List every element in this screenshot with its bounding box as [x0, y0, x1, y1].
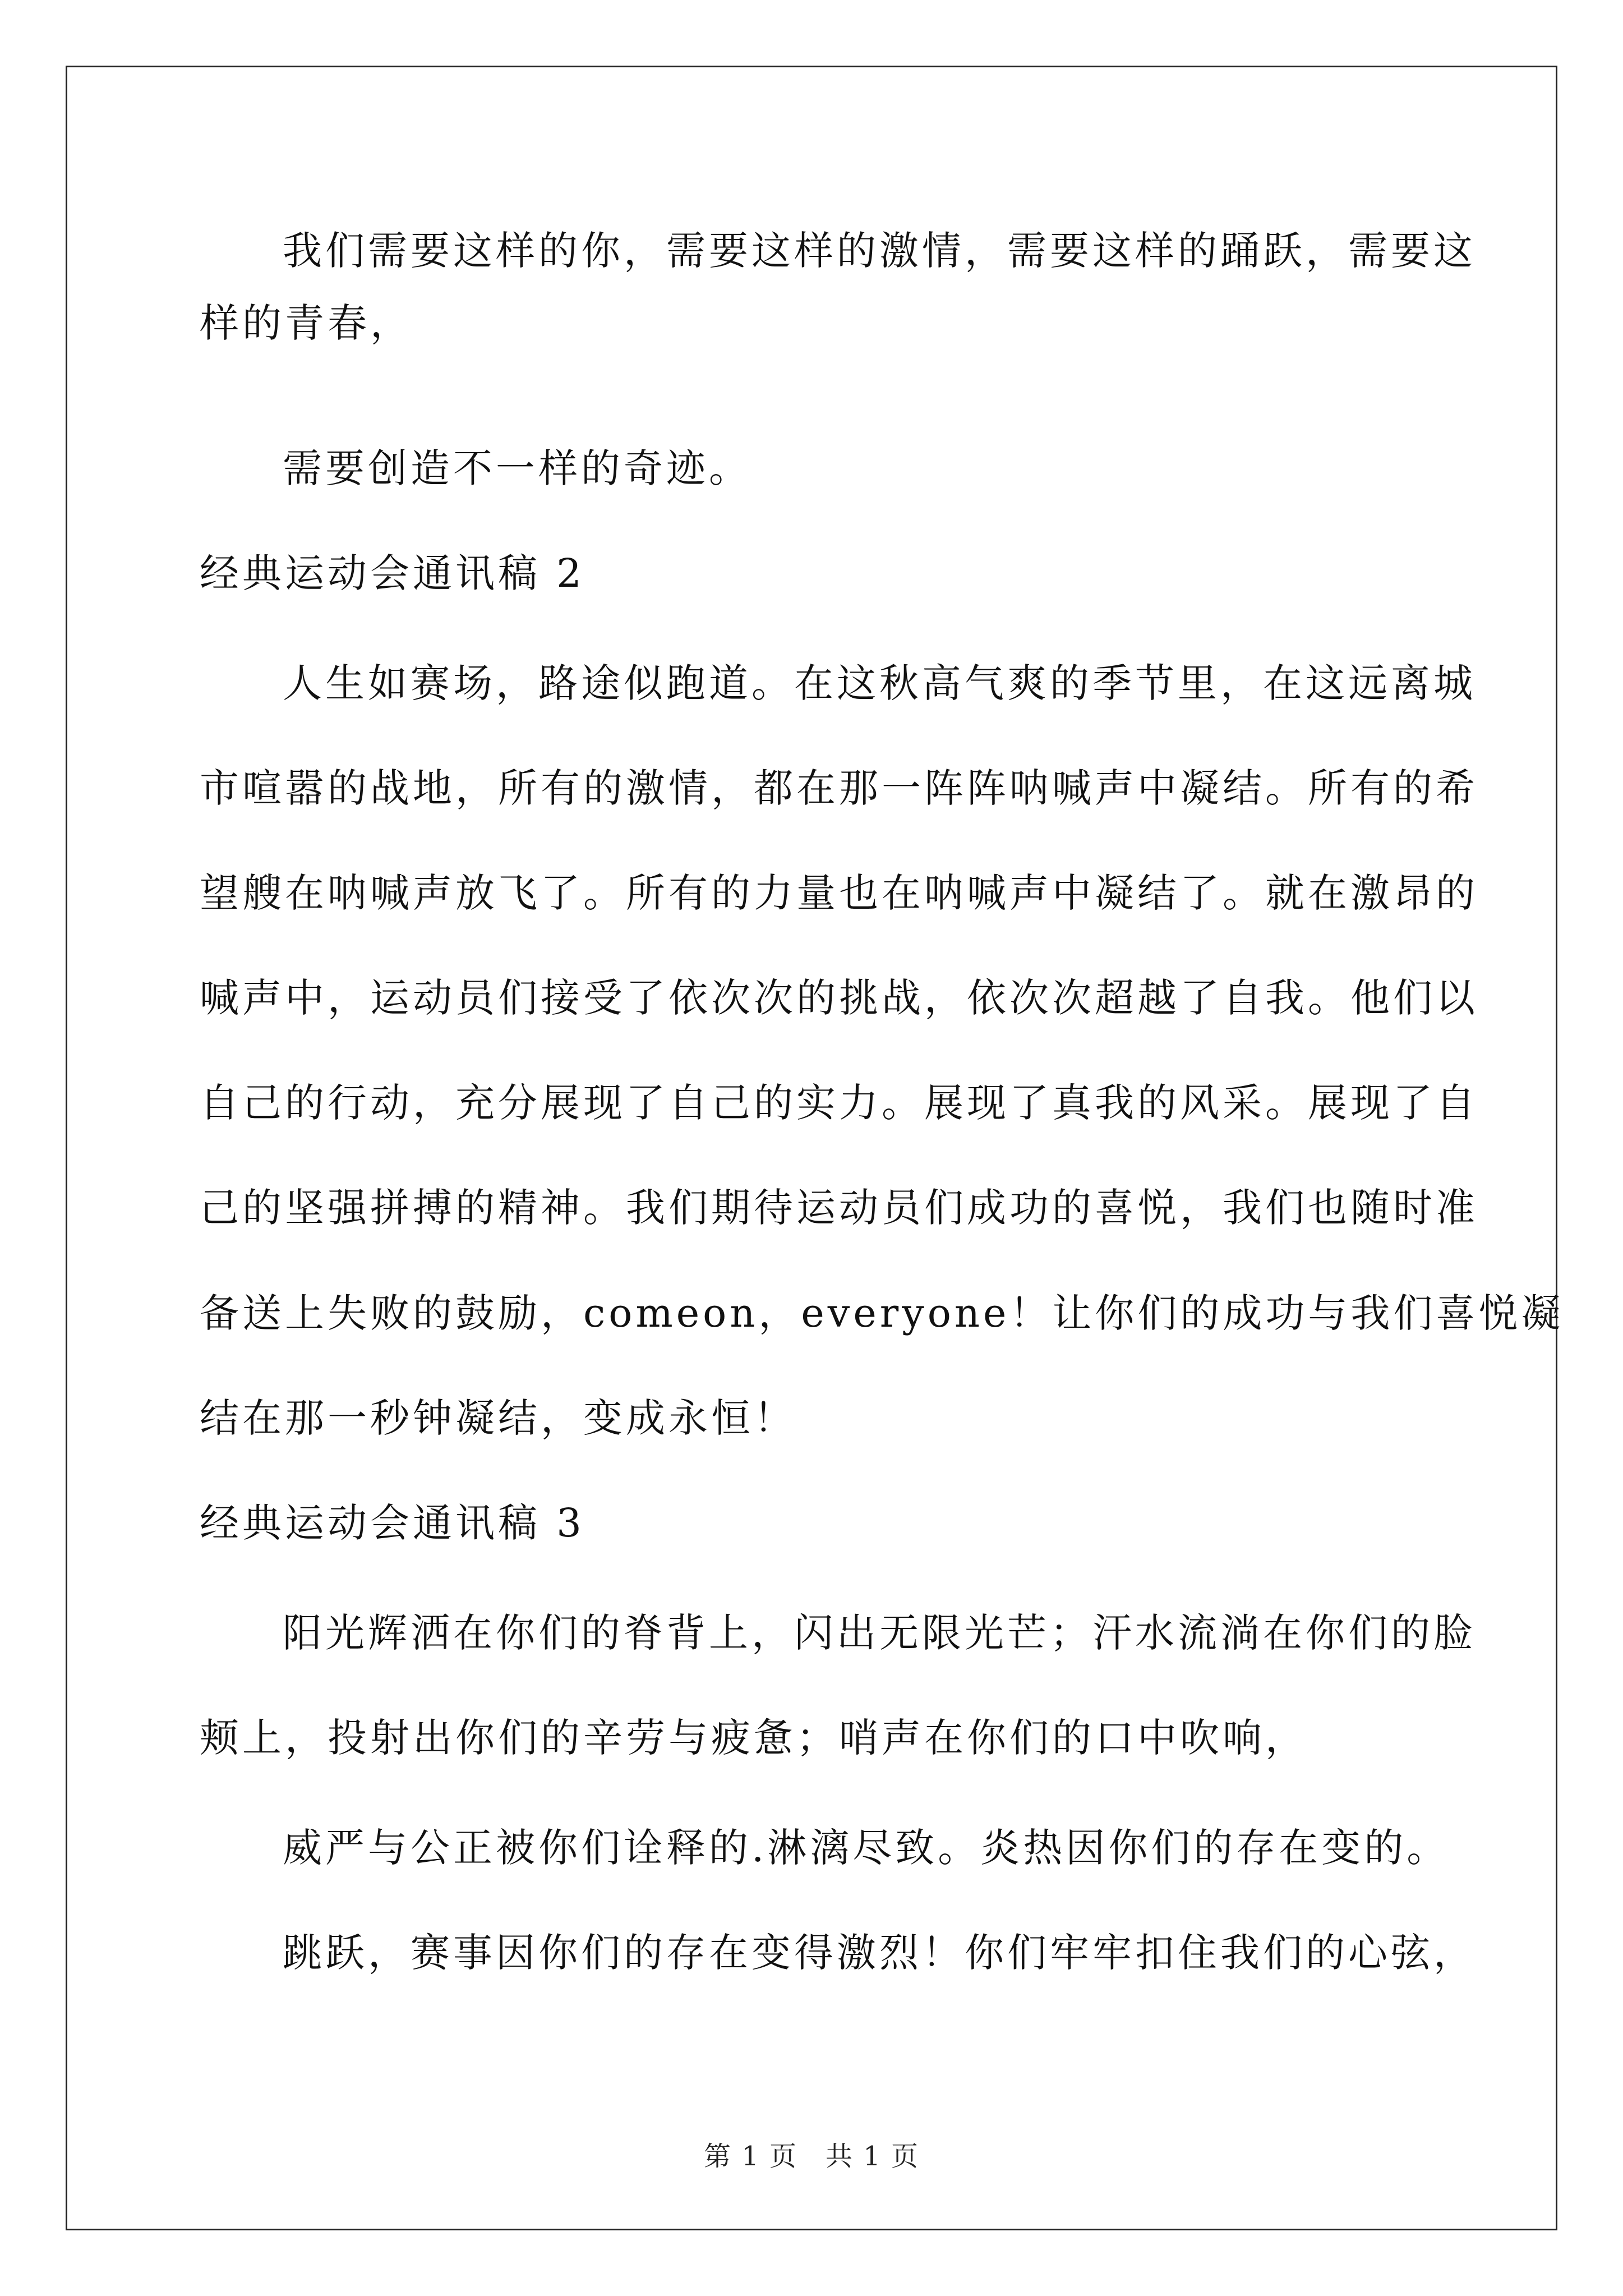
paragraph-line: 人生如赛场，路途似跑道。在这秋高气爽的季节里，在这远离城: [283, 660, 1476, 706]
paragraph-line: 备送上失败的鼓励，comeon，everyone！让你们的成功与我们喜悦凝: [200, 1290, 1564, 1336]
paragraph-line: 己的坚强拼搏的精神。我们期待运动员们成功的喜悦，我们也随时准: [200, 1185, 1478, 1231]
paragraph-line: 跳跃，赛事因你们的存在变得激烈！你们牢牢扣住我们的心弦，: [283, 1930, 1476, 1976]
page-frame: [66, 66, 1557, 2230]
paragraph-line: 我们需要这样的你，需要这样的激情，需要这样的踊跃，需要这: [283, 228, 1476, 274]
paragraph-line: 阳光辉洒在你们的脊背上，闪出无限光芒；汗水流淌在你们的脸: [283, 1610, 1476, 1656]
paragraph-line: 喊声中，运动员们接受了依次次的挑战，依次次超越了自我。他们以: [200, 975, 1478, 1021]
paragraph-line: 望艘在呐喊声放飞了。所有的力量也在呐喊声中凝结了。就在激昂的: [200, 870, 1478, 916]
paragraph-line: 市喧嚣的战地，所有的激情，都在那一阵阵呐喊声中凝结。所有的希: [200, 765, 1478, 811]
paragraph-line: 结在那一秒钟凝结，变成永恒！: [200, 1395, 796, 1441]
paragraph-line: 需要创造不一样的奇迹。: [283, 445, 751, 491]
section-heading: 经典运动会通讯稿 2: [200, 550, 585, 596]
paragraph-line: 颊上，投射出你们的辛劳与疲惫；哨声在你们的口中吹响，: [200, 1715, 1308, 1761]
paragraph-line: 自己的行动，充分展现了自己的实力。展现了真我的风采。展现了自: [200, 1080, 1478, 1126]
page-footer: 第 1 页 共 1 页: [703, 2141, 920, 2172]
paragraph-line: 威严与公正被你们诠释的.淋漓尽致。炎热因你们的存在变的。: [283, 1825, 1450, 1871]
paragraph-line: 样的青春，: [200, 300, 413, 346]
section-heading: 经典运动会通讯稿 3: [200, 1500, 585, 1546]
